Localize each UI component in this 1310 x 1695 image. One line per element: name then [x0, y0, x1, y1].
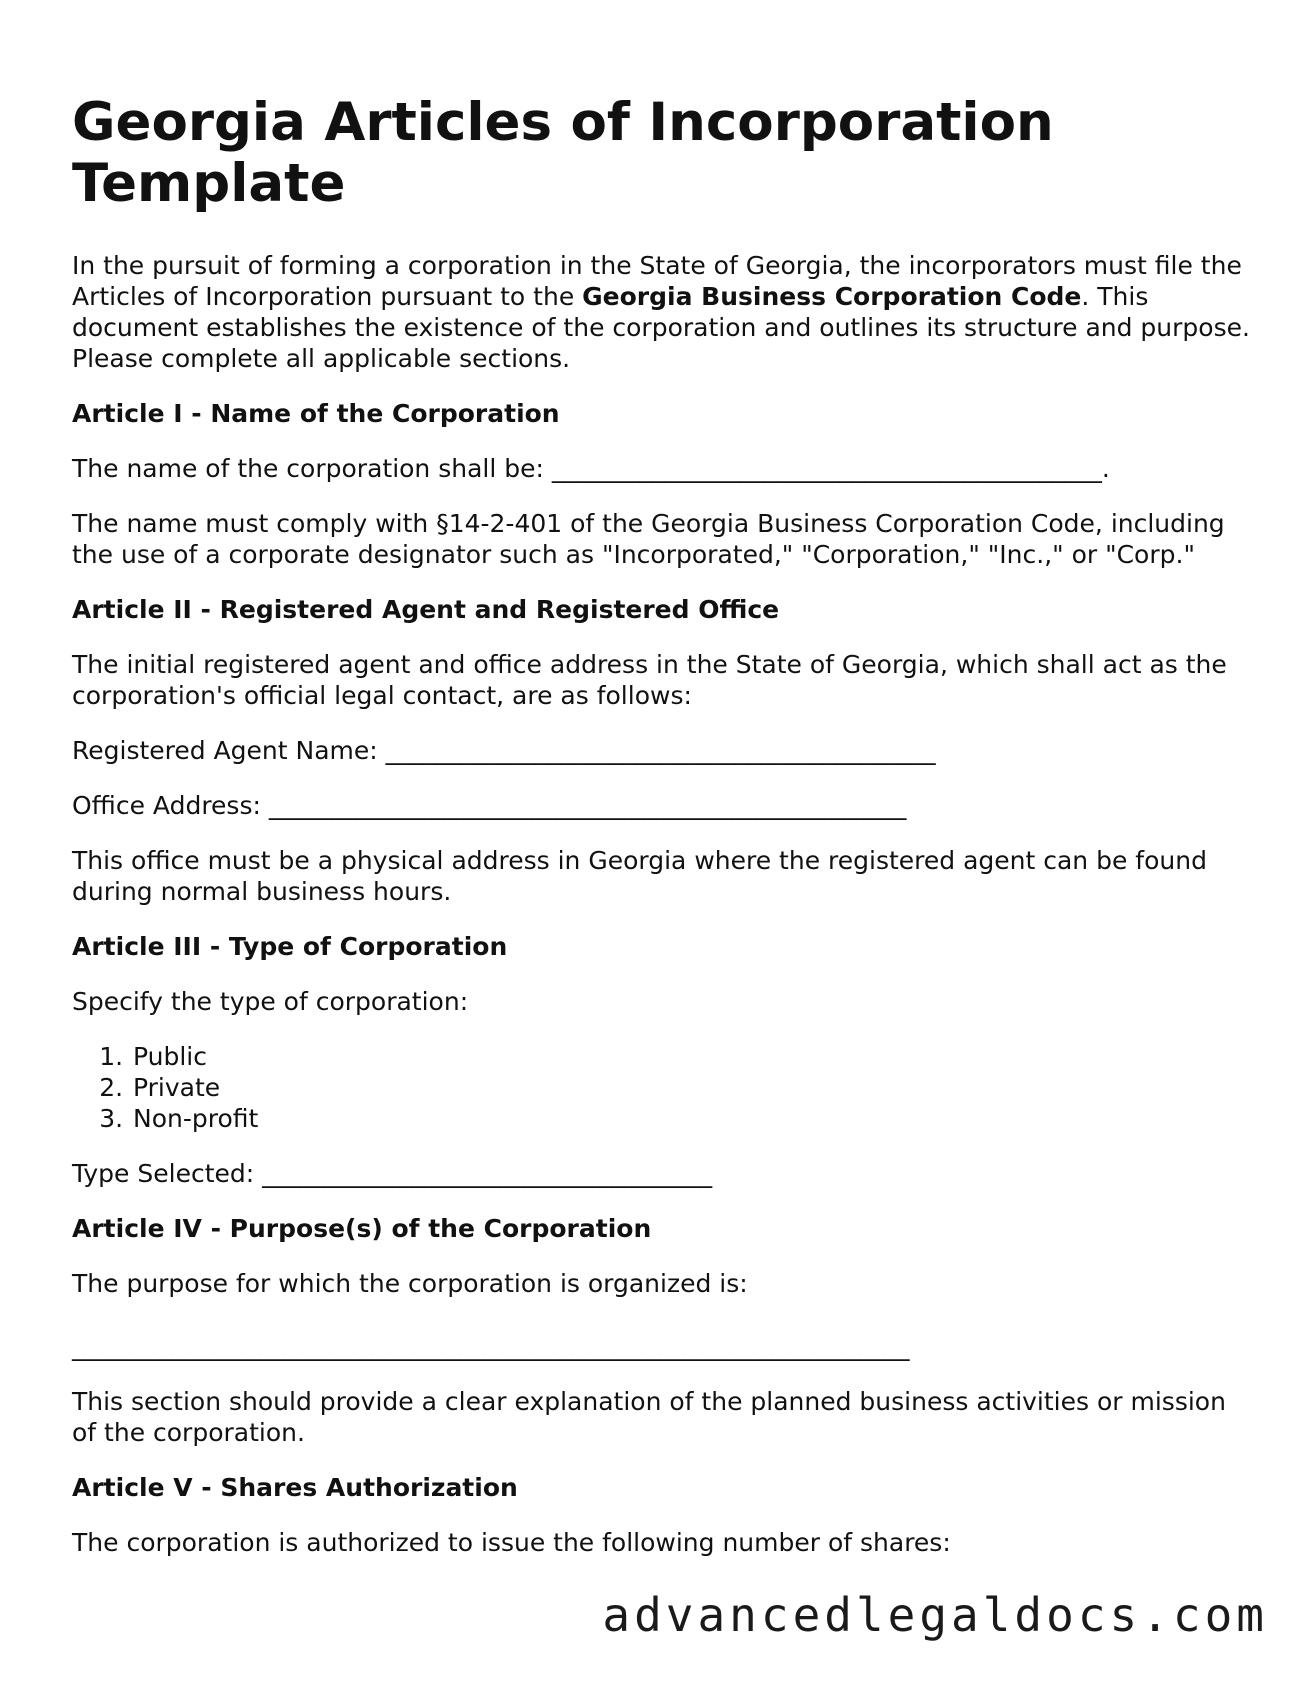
article-2-heading: Article II - Registered Agent and Registered Office	[72, 595, 780, 624]
article-3-intro: Specify the type of corporation:	[72, 987, 469, 1016]
intro-code-name: Georgia Business Corporation Code	[582, 282, 1082, 311]
article-4-note: This section should provide a clear explanation of the planned business activities or mission of the corporation.	[72, 1387, 1226, 1447]
article-1-note: The name must comply with §14-2-401 of the Georgia Business Corporation Code, including the use of a corporate designator such as "Incorporated," "Corporation," "Inc.," or "Corp."	[72, 509, 1225, 569]
article-4-intro: The purpose for which the corporation is organized is:	[72, 1269, 748, 1298]
article-3-heading: Article III - Type of Corporation	[72, 932, 508, 961]
intro-paragraph	[72, 250, 1252, 374]
intro-text-end: . This document establishes the existence of the corporation and outlines its structure and purpose. Please complete all applicable sections.	[72, 282, 1250, 373]
office-address-field: Office Address: ___________________________________________________	[72, 791, 907, 820]
article-5-intro: The corporation is authorized to issue the following number of shares:	[72, 1528, 951, 1557]
article-1-heading: Article I - Name of the Corporation	[72, 399, 560, 428]
article-2-note: This office must be a physical address in Georgia where the registered agent can be found during normal business hours.	[72, 846, 1207, 906]
article-4-heading: Article IV - Purpose(s) of the Corporation	[72, 1214, 652, 1243]
corporation-type-list	[72, 1041, 1252, 1134]
registered-agent-field: Registered Agent Name: ____________________________________________	[72, 736, 936, 765]
list-item: 3. Non-profit	[131, 1103, 1252, 1134]
article-2-intro: The initial registered agent and office address in the State of Georgia, which shall act as the corporation's official legal contact, are as follows:	[72, 650, 1227, 710]
watermark: advancedlegaldocs.com	[602, 1588, 1268, 1642]
list-item: 2. Private	[131, 1072, 1252, 1103]
intro-text-start: In the pursuit of forming a corporation in the State of Georgia, the incorporators must file the Articles of Incorporation pursuant to the	[72, 251, 1242, 311]
purpose-blank-field: ___________________________________________________________________	[72, 1332, 910, 1361]
type-selected-field: Type Selected: ____________________________________	[72, 1159, 713, 1188]
article-5-heading: Article V - Shares Authorization	[72, 1473, 518, 1502]
document-page	[72, 92, 1252, 1582]
corporation-name-field: The name of the corporation shall be: ____________________________________________.	[72, 454, 1110, 483]
list-item: 1. Public	[131, 1041, 1252, 1072]
document-title: Georgia Articles of Incorporation Template	[72, 92, 1054, 214]
